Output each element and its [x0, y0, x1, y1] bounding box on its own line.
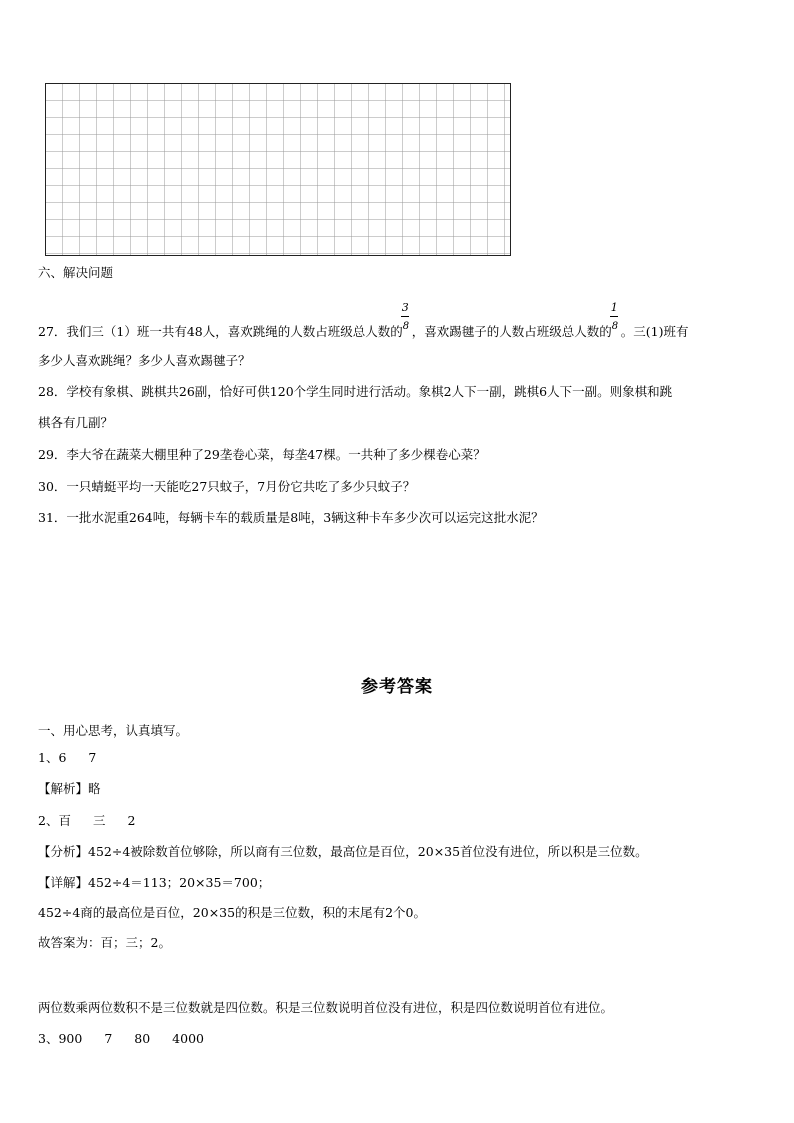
q27-part3: 。三(1)班有 [620, 324, 689, 339]
section-heading: 六、解决问题 [38, 265, 114, 280]
question-27-line2: 多少人喜欢跳绳？多少人喜欢踢毽子？ [38, 353, 251, 368]
writing-grid [45, 83, 511, 256]
answer-1: 1、6 7 [38, 750, 97, 765]
answer-2-analysis: 【分析】452÷4被除数首位够除，所以商有三位数，最高位是百位，20×35首位没有进位，所以积是三位数。 [38, 844, 648, 859]
answer-1-analysis: 【解析】略 [38, 781, 101, 796]
answer-2-detail-2: 452÷4商的最高位是百位，20×35的积是三位数，积的末尾有2个0。 [38, 905, 426, 920]
question-28-line2: 棋各有几副？ [38, 415, 114, 430]
answer-2-note: 两位数乘两位数积不是三位数就是四位数。积是三位数说明首位没有进位，积是四位数说明首位有进位。 [38, 1000, 614, 1015]
answers-title: 参考答案 [361, 677, 433, 697]
question-28: 28．学校有象棋、跳棋共26副，恰好可供120个学生同时进行活动。象棋2人下一副，跳棋6人下一副。则象棋和跳 [38, 384, 673, 399]
answer-2-conclusion: 故答案为：百；三；2。 [38, 935, 171, 950]
fraction-one-eighth: $\frac{1}{8}$ [610, 301, 619, 332]
q27-part2: ，喜欢踢毽子的人数占班级总人数的 [411, 324, 612, 339]
question-27 [38, 301, 689, 340]
question-31: 31．一批水泥重264吨，每辆卡车的载质量是8吨，3辆这种卡车多少次可以运完这批水泥？ [38, 510, 544, 525]
question-30: 30．一只蜻蜓平均一天能吃27只蚊子，7月份它共吃了多少只蚊子？ [38, 479, 416, 494]
fraction-three-eighths: $\frac{3}{8}$ [401, 301, 410, 332]
answer-2: 2、百 三 2 [38, 813, 136, 828]
question-29: 29．李大爷在蔬菜大棚里种了29垄卷心菜，每垄47棵。一共种了多少棵卷心菜？ [38, 447, 486, 462]
answer-3: 3、900 7 80 4000 [38, 1031, 204, 1046]
answers-section-1: 一、用心思考，认真填写。 [38, 723, 189, 738]
q27-part1: 27．我们三（1）班一共有48人，喜欢跳绳的人数占班级总人数的 [38, 324, 403, 339]
answer-2-detail: 【详解】452÷4＝113；20×35＝700； [38, 875, 271, 890]
